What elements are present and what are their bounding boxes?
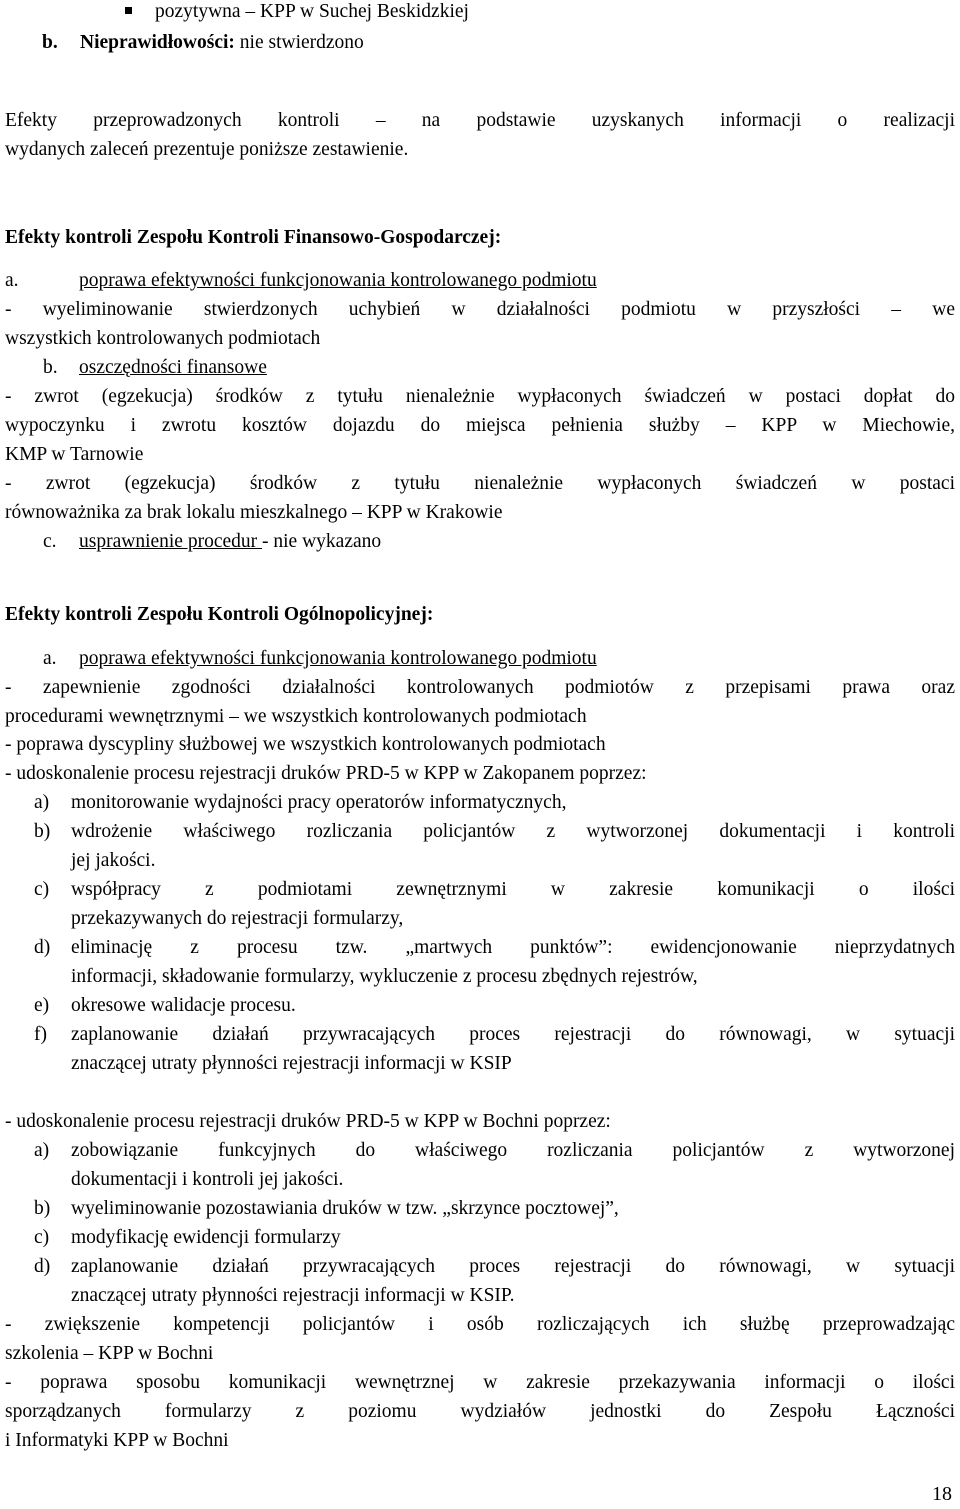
general-line-1: - zapewnienie zgodności działalności kontrolowanych podmiotów z przepisami prawa oraz xyxy=(5,677,955,698)
general-line-7a: - poprawa sposobu komunikacji wewnętrznej w zakresie przekazywania informacji o ilości xyxy=(5,1372,955,1393)
general-heading: Efekty kontroli Zespołu Kontroli Ogólnopolicyjnej: xyxy=(5,604,434,625)
list-item-text: eliminację z procesu tzw. „martwych punktów”: ewidencjonowanie nieprzydatnych xyxy=(71,937,955,958)
list-item-text: przekazywanych do rejestracji formularzy, xyxy=(71,908,404,929)
general-line-7c: i Informatyki KPP w Bochni xyxy=(5,1430,229,1451)
finance-a-line-2: wszystkich kontrolowanych podmiotach xyxy=(5,328,321,349)
finance-b-line-5: równoważnika za brak lokalu mieszkalnego – KPP w Krakowie xyxy=(5,502,503,523)
finance-item-a xyxy=(5,266,955,295)
list-item xyxy=(34,1194,955,1223)
finance-heading: Efekty kontroli Zespołu Kontroli Finansowo-Gospodarczej: xyxy=(5,227,502,248)
general-line-6b: szkolenia – KPP w Bochni xyxy=(5,1343,214,1364)
bullet-text: pozytywna – KPP w Suchej Beskidzkiej xyxy=(155,1,469,22)
list-item-text: znaczącej utraty płynności rejestracji informacji w KSIP xyxy=(71,1053,512,1074)
list-item-text: współpracy z podmiotami zewnętrznymi w zakresie komunikacji o ilości xyxy=(71,879,955,900)
item-label: a. xyxy=(5,270,19,291)
item-label: f) xyxy=(34,1024,47,1045)
general-line-6a: - zwiększenie kompetencji policjantów i osób rozliczających ich służbę przeprowadzając xyxy=(5,1314,955,1335)
item-label: c) xyxy=(34,879,50,900)
finance-c-value: - nie wykazano xyxy=(262,531,382,552)
item-label: b. xyxy=(43,357,58,378)
list-item-text: informacji, składowanie formularzy, wykluczenie z procesu zbędnych rejestrów, xyxy=(71,966,698,987)
list-item-text: modyfikację ewidencji formularzy xyxy=(71,1227,341,1248)
list-item xyxy=(34,991,955,1020)
list-item-text: zaplanowanie działań przywracających proces rejestracji do równowagi, w sytuacji xyxy=(71,1024,955,1045)
finance-b-title: oszczędności finansowe xyxy=(79,357,267,378)
list-item xyxy=(34,1223,955,1252)
finance-c-title: usprawnienie procedur xyxy=(79,531,263,552)
item-label: b) xyxy=(34,1198,51,1219)
item-label: e) xyxy=(34,995,50,1016)
finance-a-title: poprawa efektywności funkcjonowania kontrolowanego podmiotu xyxy=(79,270,597,291)
intro-line-1: Efekty przeprowadzonych kontroli – na podstawie uzyskanych informacji o realizacji xyxy=(5,110,955,131)
item-label: c) xyxy=(34,1227,50,1248)
general-line-4: - udoskonalenie procesu rejestracji druków PRD-5 w KPP w Zakopanem poprzez: xyxy=(5,763,647,784)
list-item-text: zaplanowanie działań przywracających proces rejestracji do równowagi, w sytuacji xyxy=(71,1256,955,1277)
finance-b-line-4: - zwrot (egzekucja) środków z tytułu nienależnie wypłaconych świadczeń w postaci xyxy=(5,473,955,494)
list-item-text: znaczącej utraty płynności rejestracji informacji w KSIP. xyxy=(71,1285,515,1306)
finance-b-line-3: KMP w Tarnowie xyxy=(5,444,144,465)
item-label: d) xyxy=(34,1256,51,1277)
general-a-title: poprawa efektywności funkcjonowania kontrolowanego podmiotu xyxy=(79,648,597,669)
irregularities-value: nie stwierdzono xyxy=(234,32,364,53)
item-label: b) xyxy=(34,821,51,842)
finance-b-line-2: wypoczynku i zwrotu kosztów dojazdu do miejsca pełnienia służby – KPP w Miechowie, xyxy=(5,415,955,436)
page-number: 18 xyxy=(932,1483,952,1505)
irregularities-line xyxy=(42,28,955,57)
general-line-2: procedurami wewnętrznymi – we wszystkich kontrolowanych podmiotach xyxy=(5,706,587,727)
square-bullet-icon xyxy=(125,7,132,14)
finance-a-line-1: - wyeliminowanie stwierdzonych uchybień w działalności podmiotu w przyszłości – we xyxy=(5,299,955,320)
list-item-text: jej jakości. xyxy=(71,850,156,871)
item-label: a) xyxy=(34,792,50,813)
item-label: a. xyxy=(43,648,57,669)
irregularities-label: Nieprawidłowości: xyxy=(80,32,235,53)
intro-line-2: wydanych zaleceń prezentuje poniższe zestawienie. xyxy=(5,139,409,160)
general-line-7b: sporządzanych formularzy z poziomu wydziałów jednostki do Zespołu Łączności xyxy=(5,1401,955,1422)
list-item-text: wyeliminowanie pozostawiania druków w tzw. „skrzynce pocztowej”, xyxy=(71,1198,619,1219)
list-item xyxy=(34,788,955,817)
list-item-text: monitorowanie wydajności pracy operatorów informatycznych, xyxy=(71,792,567,813)
list-item-text: okresowe walidacje procesu. xyxy=(71,995,296,1016)
general-line-5: - udoskonalenie procesu rejestracji druków PRD-5 w KPP w Bochni poprzez: xyxy=(5,1111,611,1132)
item-label: d) xyxy=(34,937,51,958)
list-item-text: wdrożenie właściwego rozliczania policjantów z wytworzonej dokumentacji i kontroli xyxy=(71,821,955,842)
list-item-text: zobowiązanie funkcyjnych do właściwego rozliczania policjantów z wytworzonej xyxy=(71,1140,955,1161)
item-label: a) xyxy=(34,1140,50,1161)
item-label: b. xyxy=(42,32,58,53)
finance-b-line-1: - zwrot (egzekucja) środków z tytułu nienależnie wypłaconych świadczeń w postaci dopłat do xyxy=(5,386,955,407)
item-label: c. xyxy=(43,531,57,552)
list-item-text: dokumentacji i kontroli jej jakości. xyxy=(71,1169,344,1190)
general-line-3: - poprawa dyscypliny służbowej we wszystkich kontrolowanych podmiotach xyxy=(5,734,606,755)
